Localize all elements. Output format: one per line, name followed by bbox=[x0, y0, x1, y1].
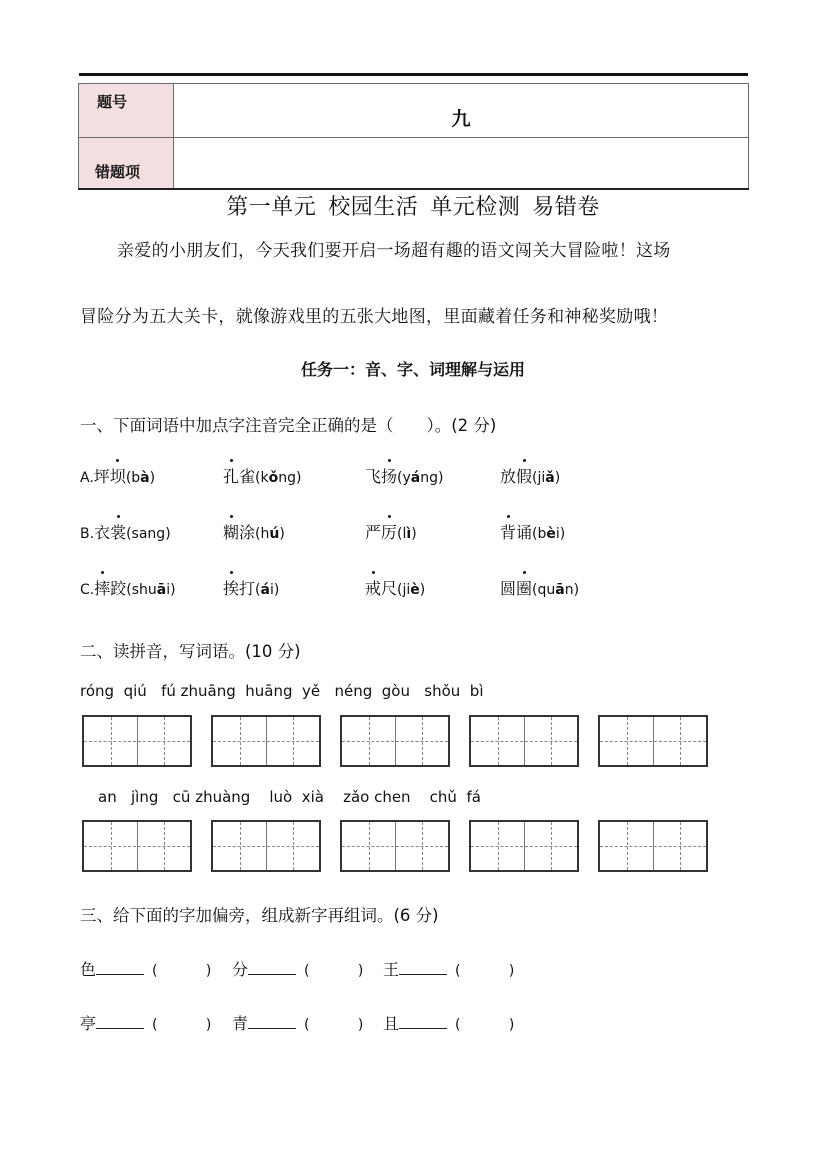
header-table bbox=[78, 83, 749, 190]
writing-grid-box[interactable] bbox=[598, 820, 708, 872]
option-letter: C. bbox=[80, 582, 95, 598]
word-char: 放 bbox=[500, 467, 517, 486]
grid-line bbox=[84, 741, 190, 742]
pinyin: (lì) bbox=[397, 526, 417, 542]
answer-blank[interactable] bbox=[248, 958, 296, 975]
pinyin: (quān) bbox=[532, 582, 580, 598]
title-part: 易错卷 bbox=[532, 195, 600, 220]
writing-grid-box[interactable] bbox=[82, 715, 192, 767]
pinyin: (sang) bbox=[126, 526, 171, 542]
q3-prompt: 三、给下面的字加偏旁，组成新字再组词。(6 分) bbox=[80, 906, 439, 925]
pinyin: (yáng) bbox=[397, 470, 444, 486]
dotted-char: 摔 bbox=[94, 576, 110, 599]
dotted-char: 圈 bbox=[516, 576, 532, 599]
q1-option-item bbox=[80, 576, 176, 599]
wrong-item-label: 错题项 bbox=[79, 138, 174, 190]
word-char: 涂 bbox=[239, 523, 256, 542]
pinyin: (bèi) bbox=[532, 526, 566, 542]
dotted-char: 背 bbox=[500, 520, 516, 543]
pinyin: (hú) bbox=[255, 526, 285, 542]
answer-blank[interactable] bbox=[399, 958, 447, 975]
word-char: 诵 bbox=[516, 523, 533, 542]
dotted-char: 挨 bbox=[223, 576, 239, 599]
pinyin: (ái) bbox=[255, 582, 280, 598]
dotted-char: 坝 bbox=[110, 464, 126, 487]
task1-heading: 任务一：音、字、词理解与运用 bbox=[300, 360, 525, 379]
title-part: 第一单元 bbox=[226, 195, 317, 220]
dotted-char: 戒 bbox=[365, 576, 381, 599]
dotted-char: 假 bbox=[516, 464, 532, 487]
word-char: 圆 bbox=[500, 579, 517, 598]
pinyin: (bà) bbox=[125, 470, 156, 486]
dotted-char: 糊 bbox=[223, 520, 239, 543]
word-answer-paren[interactable]: ( ) bbox=[152, 1017, 234, 1033]
pinyin: (jiǎ) bbox=[532, 470, 561, 486]
word-char: 严 bbox=[365, 523, 382, 542]
q1-option-item bbox=[365, 576, 425, 599]
word-answer-paren[interactable]: ( ) bbox=[455, 963, 537, 979]
grid-line bbox=[600, 741, 706, 742]
answer-blank[interactable] bbox=[96, 1012, 144, 1029]
word-char: 尺 bbox=[381, 579, 398, 598]
word-answer-paren[interactable]: ( ) bbox=[304, 963, 386, 979]
q3-item bbox=[383, 1011, 536, 1034]
question-number-value: 九 bbox=[174, 84, 749, 138]
dotted-char: 孔 bbox=[223, 464, 239, 487]
intro-line-2: 冒险分为五大关卡，就像游戏里的五张大地图，里面藏着任务和神秘奖励哦！ bbox=[80, 307, 669, 327]
wrong-item-value[interactable] bbox=[174, 138, 749, 190]
grid-line bbox=[213, 846, 319, 847]
q3-item bbox=[80, 957, 233, 980]
q2-prompt: 二、读拼音，写词语。(10 分) bbox=[80, 642, 301, 661]
writing-grid-box[interactable] bbox=[211, 820, 321, 872]
writing-grid-box[interactable] bbox=[340, 820, 450, 872]
writing-grid-box[interactable] bbox=[469, 820, 579, 872]
writing-grid-box[interactable] bbox=[469, 715, 579, 767]
pinyin: (jiè) bbox=[397, 582, 426, 598]
top-rule bbox=[79, 73, 748, 76]
grid-line bbox=[471, 846, 577, 847]
base-char: 亭 bbox=[80, 1014, 97, 1033]
page-title bbox=[0, 190, 826, 221]
word-char: 跤 bbox=[110, 579, 127, 598]
base-char: 色 bbox=[80, 960, 97, 979]
word-char: 坪 bbox=[93, 467, 110, 486]
q1-option-item bbox=[500, 520, 565, 543]
writing-grid-box[interactable] bbox=[82, 820, 192, 872]
q1-option-item bbox=[223, 576, 279, 599]
title-part: 校园生活 bbox=[328, 195, 419, 220]
word-answer-paren[interactable]: ( ) bbox=[152, 963, 234, 979]
q1-option-item bbox=[500, 464, 560, 487]
base-char: 分 bbox=[232, 960, 249, 979]
pinyin: (shuāi) bbox=[126, 582, 176, 598]
answer-blank[interactable] bbox=[399, 1012, 447, 1029]
answer-blank[interactable] bbox=[96, 958, 144, 975]
title-part: 单元检测 bbox=[430, 195, 521, 220]
option-letter: B. bbox=[80, 526, 95, 542]
word-char: 打 bbox=[239, 579, 256, 598]
grid-line bbox=[342, 741, 448, 742]
grid-line bbox=[84, 846, 190, 847]
writing-grid-box[interactable] bbox=[211, 715, 321, 767]
grid-line bbox=[342, 846, 448, 847]
writing-grid-box[interactable] bbox=[340, 715, 450, 767]
grid-line bbox=[600, 846, 706, 847]
pinyin: (kǒng) bbox=[255, 470, 302, 486]
q3-item bbox=[232, 957, 385, 980]
base-char: 青 bbox=[232, 1014, 249, 1033]
q2-pinyin-row-1: róng qiú fú zhuāng huāng yě néng gòu shǒu bì bbox=[80, 682, 484, 700]
grid-line bbox=[213, 741, 319, 742]
q3-item bbox=[232, 1011, 385, 1034]
question-number-label: 题号 bbox=[79, 84, 174, 138]
dotted-char: 扬 bbox=[381, 464, 397, 487]
q1-prompt: 一、下面词语中加点字注音完全正确的是（ ）。(2 分) bbox=[80, 416, 497, 435]
q3-item bbox=[80, 1011, 233, 1034]
dotted-char: 裳 bbox=[110, 520, 126, 543]
dotted-char: 厉 bbox=[381, 520, 397, 543]
writing-grid-box[interactable] bbox=[598, 715, 708, 767]
answer-blank[interactable] bbox=[248, 1012, 296, 1029]
q1-option-item bbox=[80, 520, 171, 543]
grid-line bbox=[471, 741, 577, 742]
option-letter: A. bbox=[80, 470, 94, 486]
q1-option-item bbox=[365, 464, 443, 487]
base-char: 王 bbox=[383, 960, 400, 979]
base-char: 且 bbox=[383, 1014, 400, 1033]
word-char: 雀 bbox=[239, 467, 256, 486]
q1-option-item bbox=[365, 520, 417, 543]
word-char: 飞 bbox=[365, 467, 382, 486]
q3-item bbox=[383, 957, 536, 980]
q1-option-item bbox=[223, 464, 301, 487]
q2-pinyin-row-2: an jìng cū zhuàng luò xià zǎo chen chǔ fá bbox=[98, 788, 481, 806]
word-answer-paren[interactable]: ( ) bbox=[455, 1017, 537, 1033]
q1-option-item bbox=[80, 464, 155, 487]
intro-line-1: 亲爱的小朋友们，今天我们要开启一场超有趣的语文闯关大冒险啦！这场 bbox=[117, 241, 671, 261]
q1-option-item bbox=[500, 576, 579, 599]
word-answer-paren[interactable]: ( ) bbox=[304, 1017, 386, 1033]
word-char: 衣 bbox=[94, 523, 111, 542]
q1-option-item bbox=[223, 520, 285, 543]
